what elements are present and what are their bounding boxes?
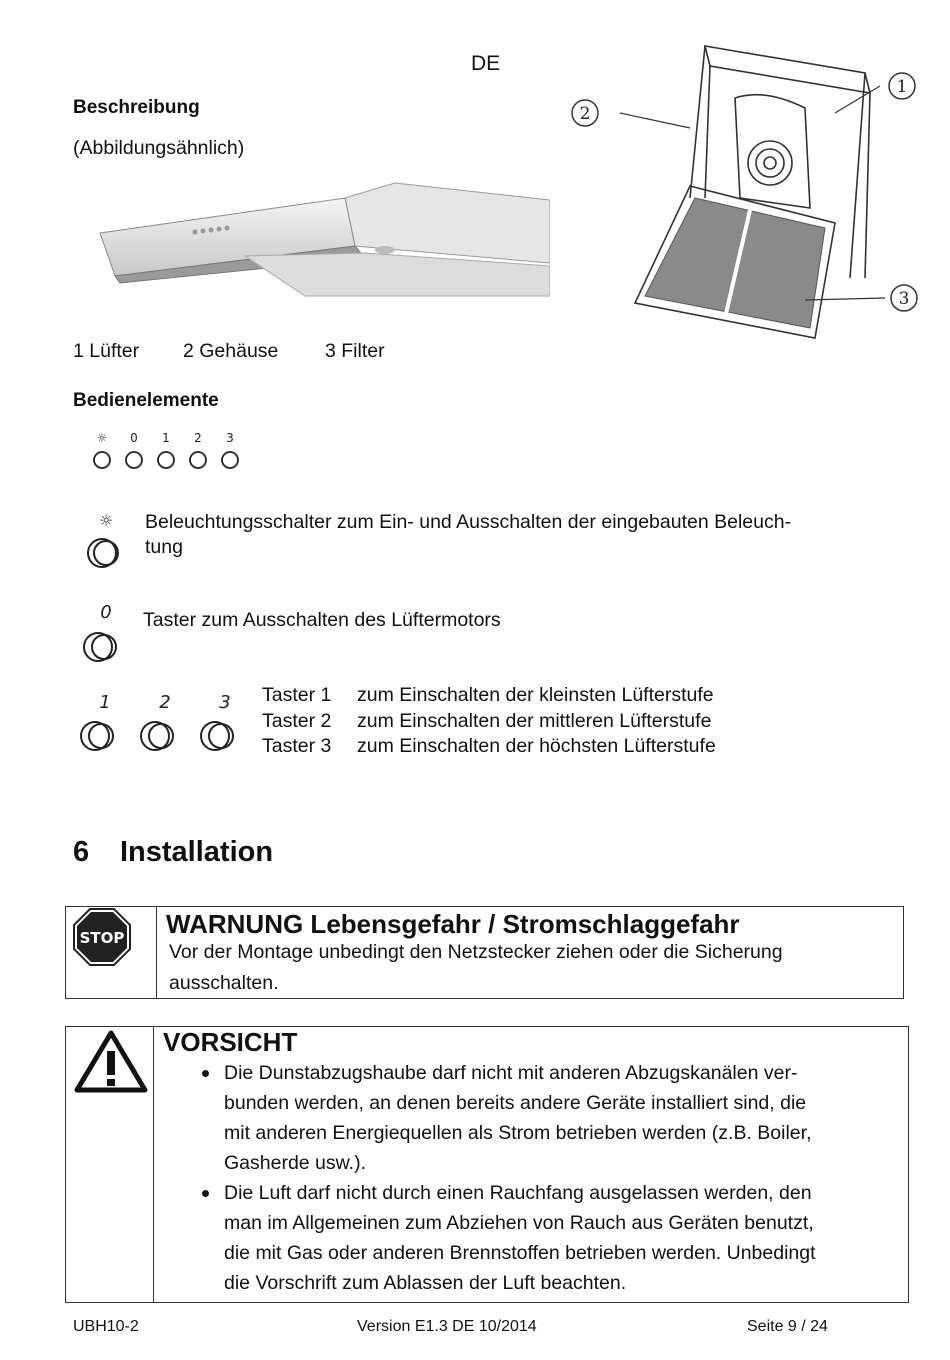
- caution-item-2: Die Luft darf nicht durch einen Rauchfang ausgelassen werden, den man im Allgemeinen zum Abziehen von Rauch aus Geräten benutzt, die mit Gas oder anderen Brennstoffen betrieben werden. Unbedingt die Vorschrift zum Ablassen der Luft beachten.: [166, 1178, 896, 1298]
- warning-title: WARNUNG Lebensgefahr / Stromschlaggefahr: [166, 909, 740, 939]
- svg-text:0: 0: [130, 431, 138, 445]
- callout-1: 1: [896, 77, 908, 97]
- bullet-icon: [202, 1190, 209, 1197]
- speed-row-2: Taster 2 zum Einschalten der mittleren Lüfterstufe: [262, 709, 712, 732]
- svg-text:0: 0: [100, 602, 112, 623]
- part-label-fan: 1 Lüfter: [73, 340, 140, 362]
- description-note: (Abbildungsähnlich): [73, 137, 245, 159]
- footer-page-number: Seite 9 / 24: [747, 1318, 828, 1335]
- speed-row-1: Taster 1 zum Einschalten der kleinsten Lüfterstufe: [262, 684, 714, 706]
- part-label-filter: 3 Filter: [325, 340, 385, 362]
- callout-2: 2: [579, 104, 591, 124]
- bullet-icon: [202, 1070, 209, 1077]
- warning-box: [65, 906, 904, 999]
- light-switch-description: Beleuchtungsschalter zum Ein- und Ausschalten der eingebauten Beleuch- tung: [145, 511, 792, 558]
- fan-speed-descriptions: [262, 683, 716, 760]
- svg-text:2: 2: [194, 431, 202, 445]
- exploded-diagram: [565, 38, 935, 368]
- svg-text:1: 1: [99, 692, 111, 713]
- warning-triangle-icon: [74, 1029, 148, 1093]
- caution-list: [166, 1058, 896, 1298]
- caution-item-1: Die Dunstabzugshaube darf nicht mit anderen Abzugskanälen ver- bunden werden, an denen bereits andere Geräte installiert sind, die mit anderen Energiequellen als Strom betrieben werden (z.B. Boiler, Gasherde usw.).: [166, 1058, 896, 1178]
- callout-3: 3: [898, 289, 910, 309]
- caution-box: [65, 1026, 909, 1303]
- fan-off-button-icon: [78, 600, 126, 666]
- svg-text:STOP: STOP: [79, 929, 125, 947]
- svg-text:☼: ☼: [98, 511, 114, 530]
- svg-text:3: 3: [226, 431, 234, 445]
- section-title: Installation: [120, 836, 274, 868]
- warning-text: Vor der Montage unbedingt den Netzstecker ziehen oder die Sicherung ausschalten.: [169, 941, 783, 994]
- strip-light-icon: ☼: [96, 431, 108, 445]
- section-number: 6: [73, 836, 90, 868]
- light-switch-icon: [78, 508, 126, 572]
- control-panel-strip: [88, 430, 248, 475]
- fan-speed-buttons-icon: [75, 688, 245, 758]
- caution-title: VORSICHT: [163, 1027, 298, 1057]
- footer-version: Version E1.3 DE 10/2014: [357, 1318, 537, 1335]
- section-heading: [73, 836, 273, 869]
- stop-sign-icon: [72, 907, 132, 967]
- footer-model: UBH10-2: [73, 1318, 139, 1335]
- svg-text:2: 2: [159, 692, 171, 713]
- controls-heading: Bedienelemente: [73, 390, 219, 411]
- range-hood-image: [95, 178, 550, 303]
- fan-off-description: Taster zum Ausschalten des Lüftermotors: [143, 609, 501, 631]
- svg-text:3: 3: [219, 692, 231, 713]
- speed-row-3: Taster 3 zum Einschalten der höchsten Lüfterstufe: [262, 735, 716, 757]
- part-label-housing: 2 Gehäuse: [183, 340, 279, 362]
- language-tag: DE: [471, 52, 501, 75]
- description-heading: Beschreibung: [73, 97, 200, 118]
- svg-text:1: 1: [162, 431, 170, 445]
